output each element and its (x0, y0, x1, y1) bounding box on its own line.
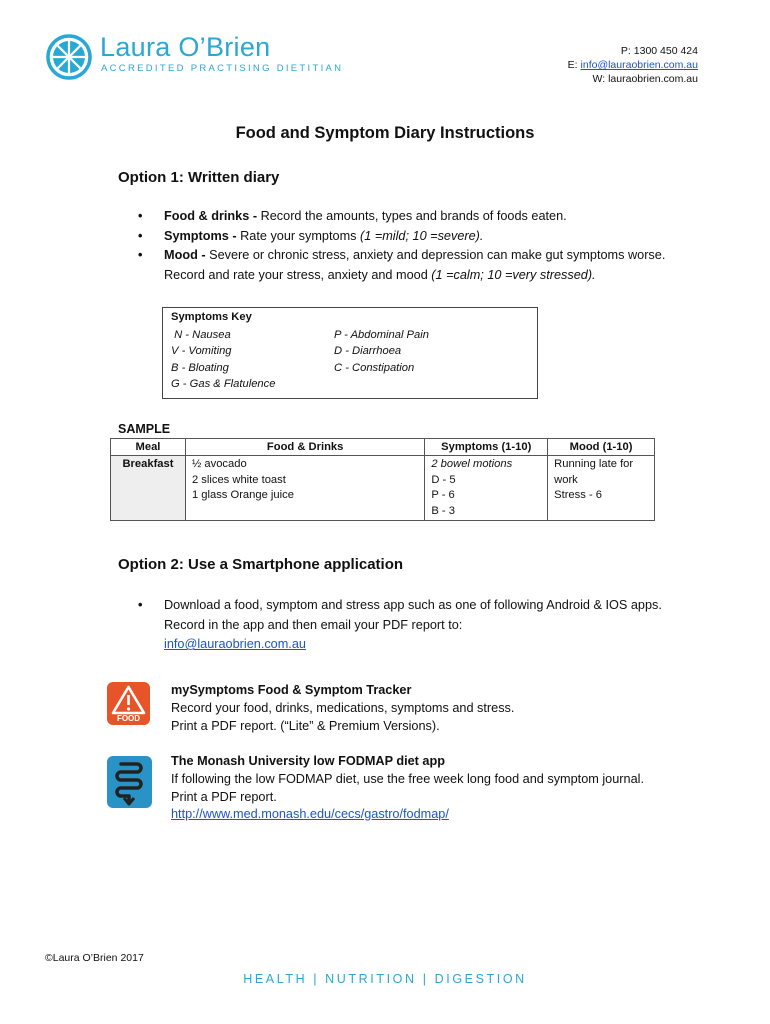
contact-phone: P: 1300 450 424 (620, 45, 698, 57)
bullet-text: Severe or chronic stress, anxiety and depression can make gut symptoms worse. Record and rate your stress, anxiety and mood (164, 248, 666, 282)
key-item: B - Bloating (171, 361, 229, 374)
app1-line1: Record your food, drinks, medications, symptoms and stress. (171, 701, 515, 715)
contact-email-link[interactable]: info@lauraobrien.com.au (580, 59, 698, 71)
symptom-item: 2 bowel motions (431, 458, 513, 470)
list-item (138, 596, 698, 655)
app1-name: mySymptoms Food & Symptom Tracker (171, 683, 412, 697)
option2-heading: Option 2: Use a Smartphone application (118, 556, 404, 573)
food-item: 1 glass Orange juice (191, 489, 294, 502)
food-item: ½ avocado (191, 458, 247, 470)
bullet-icon: • (138, 248, 143, 262)
app2-name: The Monash University low FODMAP diet app (171, 754, 445, 768)
symptoms-key-box (162, 307, 538, 399)
app2-line2: Print a PDF report. (171, 789, 277, 804)
mood-item: work (554, 473, 578, 486)
bullet-label: Symptoms - (164, 228, 241, 243)
footer-tagline: HEALTH | NUTRITION | DIGESTION (243, 972, 527, 986)
contact-email-prefix: E: (567, 59, 581, 71)
sample-table (110, 438, 655, 521)
bullet-scale: (1 =mild; 10 =severe). (360, 228, 484, 243)
mood-item: Running late for (554, 458, 634, 470)
sample-label: SAMPLE (118, 422, 171, 436)
logo-lemon-icon (46, 34, 92, 80)
list-item (138, 207, 698, 227)
symptom-item: B - 3 (431, 504, 455, 517)
mysymptoms-app-icon (107, 682, 150, 725)
fodmap-link[interactable]: http://www.med.monash.edu/cecs/gastro/fodmap/ (171, 807, 449, 821)
app1-description (171, 700, 731, 735)
symptom-item: P - 6 (431, 489, 455, 502)
app2-description (171, 771, 731, 824)
page-title: Food and Symptom Diary Instructions (235, 124, 535, 142)
bullet-scale: (1 =calm; 10 =very stressed). (431, 267, 596, 282)
key-item: N - Nausea (171, 329, 231, 341)
bullet-label: Mood - (164, 248, 210, 262)
bullet-text: Record the amounts, types and brands of foods eaten. (260, 209, 567, 223)
bullet-icon: • (138, 598, 143, 612)
column-header: Symptoms (1-10) (425, 439, 548, 456)
bullet-text: Download a food, symptom and stress app such as one of following Android & IOS apps. Record in the app and then email your PDF report to: (164, 598, 662, 632)
app1-line2: Print a PDF report. (“Lite” & Premium Versions). (171, 718, 440, 733)
symptoms-key-right-column (334, 327, 429, 376)
brand-subtitle: ACCREDITED PRACTISING DIETITIAN (101, 63, 344, 74)
table-row (111, 456, 655, 521)
app2-line1: If following the low FODMAP diet, use the free week long food and symptom journal. (171, 772, 644, 786)
key-item: D - Diarrhoea (334, 345, 402, 358)
option1-bullet-list (138, 207, 698, 285)
column-header: Mood (1-10) (548, 439, 655, 456)
symptoms-cell (425, 456, 548, 521)
bullet-label: Food & drinks - (164, 209, 261, 223)
mood-item: Stress - 6 (554, 489, 603, 502)
email-link[interactable]: info@lauraobrien.com.au (164, 637, 306, 651)
key-item: P - Abdominal Pain (334, 329, 429, 341)
contact-email-line (568, 58, 698, 72)
mood-cell (548, 456, 655, 521)
table-header-row (111, 439, 655, 456)
contact-block (568, 44, 698, 86)
symptoms-key-left-column (171, 327, 275, 392)
bullet-icon: • (138, 209, 143, 223)
column-header: Meal (111, 439, 186, 456)
key-item: V - Vomiting (171, 345, 232, 358)
meal-cell: Breakfast (111, 456, 186, 521)
column-header: Food & Drinks (185, 439, 424, 456)
app-icon-label: FOOD (116, 714, 141, 723)
list-item (138, 246, 698, 285)
contact-web: W: lauraobrien.com.au (592, 73, 698, 85)
key-item: C - Constipation (334, 361, 415, 374)
bullet-icon: • (138, 228, 143, 243)
copyright: ©Laura O’Brien 2017 (45, 952, 144, 964)
food-cell (185, 456, 424, 521)
option1-heading: Option 1: Written diary (118, 169, 280, 186)
option2-bullet-list (138, 596, 698, 655)
list-item (138, 227, 698, 247)
key-item: G - Gas & Flatulence (171, 377, 276, 390)
food-item: 2 slices white toast (191, 473, 286, 486)
bullet-text: Rate your symptoms (240, 228, 361, 243)
brand-name: Laura O’Brien (100, 32, 271, 62)
symptom-item: D - 5 (431, 473, 456, 486)
symptoms-key-title: Symptoms Key (171, 311, 252, 323)
fodmap-app-icon (107, 756, 152, 808)
